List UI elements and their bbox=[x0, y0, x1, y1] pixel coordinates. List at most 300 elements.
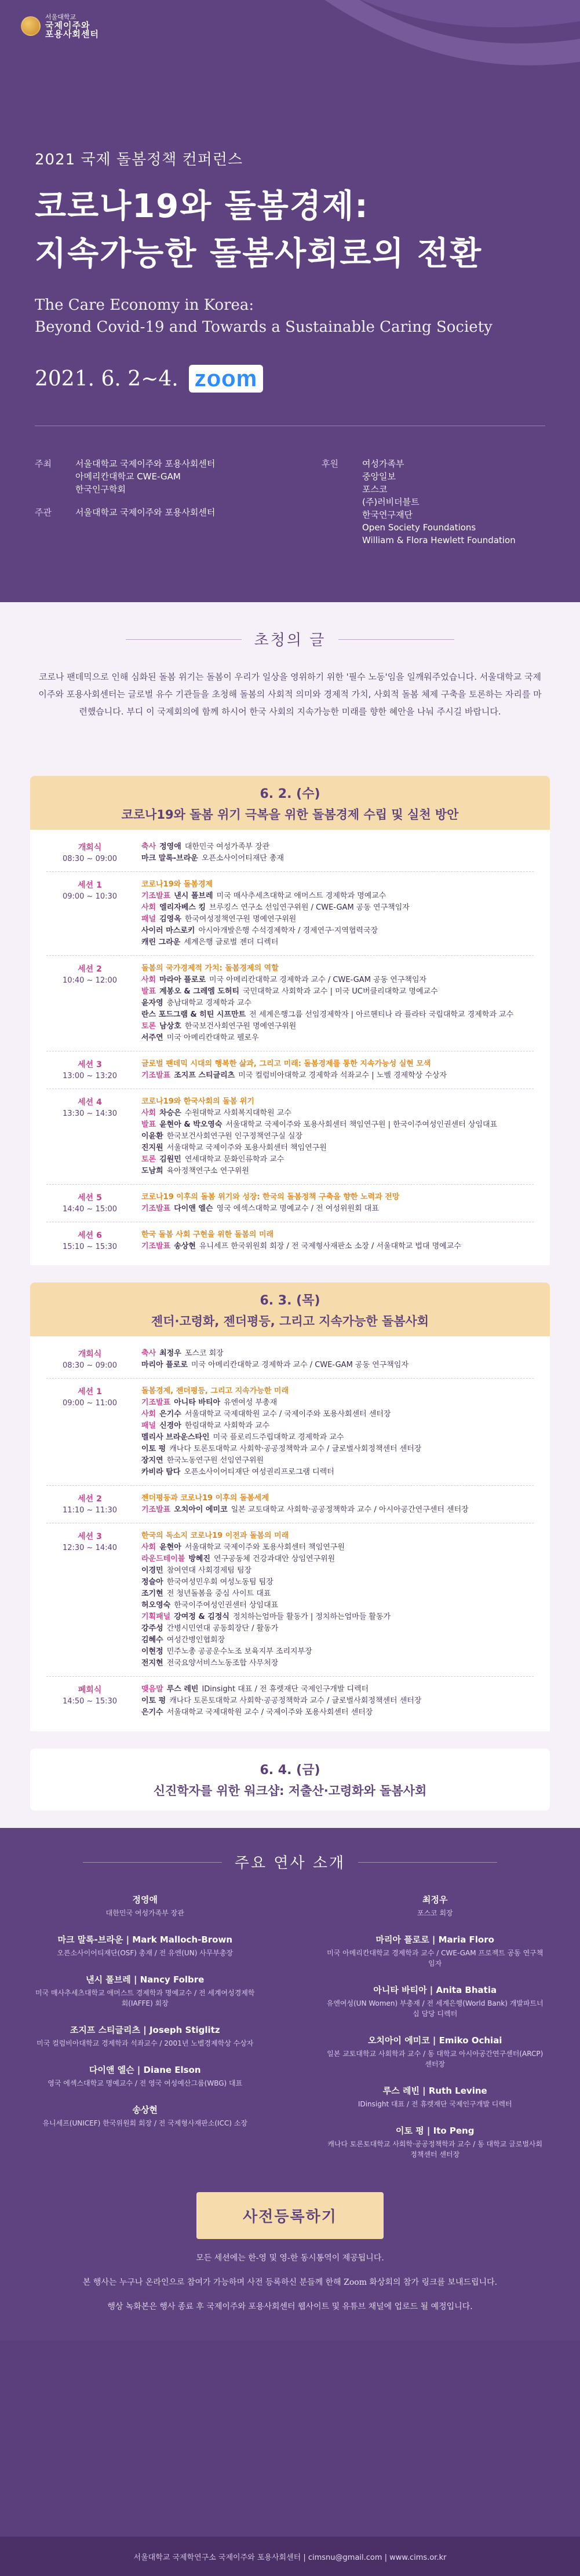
speaker-name: 마크 말록-브라운 bbox=[141, 854, 198, 863]
speaker-affiliation: 한림대학교 사회학과 교수 bbox=[184, 1421, 270, 1430]
session-name: 세션 3 bbox=[78, 1060, 102, 1069]
session-line bbox=[141, 891, 534, 902]
session-time-block bbox=[46, 841, 133, 864]
speaker-name: 계봉오 & 그레엠 도허티 bbox=[159, 987, 240, 996]
footer: 서울대학교 국제학연구소 국제이주와 포용사회센터 | cimsnu@gmail.com | www.cims.or.kr bbox=[0, 2537, 580, 2576]
session-subtitle: 한국 돌봄 사회 구현을 위한 돌봄의 미래 bbox=[141, 1230, 274, 1239]
session-row bbox=[46, 834, 534, 872]
speaker-role: 발표 bbox=[141, 987, 156, 996]
session-line bbox=[141, 1707, 534, 1718]
speaker-card-role: 유엔여성(UN Women) 부총재 / 전 세계은행(World Bank) 개발파트너십 담당 디렉터 bbox=[326, 1999, 543, 2018]
session-line bbox=[141, 1455, 534, 1467]
speaker-name: 송상현 bbox=[174, 1242, 196, 1251]
speaker-name: 허오영숙 bbox=[141, 1601, 171, 1610]
speaker-name: 엘리자베스 킹 bbox=[159, 903, 206, 912]
session-time-block bbox=[46, 1348, 133, 1371]
speaker-role: 맺음말 bbox=[141, 1685, 163, 1694]
session-line bbox=[141, 1119, 534, 1131]
speaker-affiliation: 전 청년돌봄을 중심 사이트 대표 bbox=[166, 1589, 271, 1598]
speaker-name: 강여정 & 김정식 bbox=[174, 1613, 229, 1621]
speaker-card-name: 이토 펑 | Ito Peng bbox=[396, 2126, 475, 2136]
speaker-card bbox=[35, 1893, 256, 1918]
hero-banner bbox=[0, 0, 580, 602]
session-line bbox=[141, 986, 534, 998]
sponsor-item: 중앙일보 bbox=[362, 471, 396, 482]
session-content bbox=[133, 1684, 534, 1718]
speaker-affiliation: 정치하는엄마들 활동가 | 정치하는엄마들 활동가 bbox=[232, 1613, 391, 1621]
session-time-block bbox=[46, 1493, 133, 1516]
speaker-affiliation: 수원대학교 사회복지대학원 교수 bbox=[184, 1109, 291, 1117]
speaker-affiliation: 미국 플로리드주립대학교 경제학과 교수 bbox=[213, 1433, 344, 1442]
host-item: 아메리칸대학교 CWE-GAM bbox=[75, 471, 181, 482]
register-button[interactable]: 사전등록하기 bbox=[196, 2192, 384, 2239]
speaker-card bbox=[35, 1973, 256, 2009]
session-line bbox=[141, 1695, 534, 1707]
speaker-affiliation: 세계은행 글로벌 젠더 디렉터 bbox=[184, 938, 279, 947]
speaker-role: 기조발표 bbox=[141, 892, 171, 900]
speaker-card-name: 정영애 bbox=[132, 1895, 158, 1905]
session-line bbox=[141, 1553, 534, 1565]
session-line bbox=[141, 1443, 534, 1455]
speaker-name: 이현정 bbox=[141, 1647, 163, 1656]
speaker-name: 캐린 그라운 bbox=[141, 938, 181, 947]
session-line bbox=[141, 1635, 534, 1646]
speaker-affiliation: 전국요양서비스노동조합 사무처장 bbox=[166, 1659, 279, 1668]
session-line bbox=[141, 1108, 534, 1119]
speaker-name: 이윤환 bbox=[141, 1132, 163, 1141]
day1-schedule bbox=[30, 830, 550, 1265]
speaker-role: 토론 bbox=[141, 1022, 156, 1031]
day1-date: 6. 2. (수) bbox=[260, 787, 320, 801]
speaker-name: 도남희 bbox=[141, 1167, 163, 1175]
speaker-card-name: 낸시 폴브레 | Nancy Folbre bbox=[86, 1974, 205, 1985]
session-line bbox=[141, 1154, 534, 1166]
speaker-card-name: 루스 레빈 | Ruth Levine bbox=[382, 2086, 487, 2096]
session-subtitle: 글로벌 팬데믹 시대의 행복한 삶과, 그리고 미래: 돌봄경제를 통한 지속가능성 실현 모색 bbox=[141, 1060, 431, 1068]
session-time: 09:00 ~ 11:00 bbox=[62, 1399, 118, 1408]
session-name: 세션 6 bbox=[78, 1231, 102, 1240]
session-time: 09:00 ~ 10:30 bbox=[62, 892, 118, 901]
speaker-card-role: 오픈소사이어티재단(OSF) 총재 / 전 유엔(UN) 사무부총장 bbox=[57, 1949, 234, 1957]
session-subtitle: 한국의 독소지 코로나19 이전과 돌봄의 미래 bbox=[141, 1531, 289, 1540]
session-line bbox=[141, 1565, 534, 1577]
session-time-block bbox=[46, 1530, 133, 1669]
session-line bbox=[141, 1409, 534, 1420]
session-name: 세션 2 bbox=[78, 1494, 102, 1504]
session-line bbox=[141, 1542, 534, 1553]
session-line bbox=[141, 1009, 534, 1021]
speaker-role: 패널 bbox=[141, 1421, 156, 1430]
speaker-card bbox=[35, 2064, 256, 2088]
speaker-role: 사회 bbox=[141, 976, 156, 984]
speaker-name: 멜리사 브라운스타인 bbox=[141, 1433, 210, 1442]
event-notes bbox=[35, 2251, 545, 2314]
speaker-name: 이토 펑 bbox=[141, 1445, 166, 1453]
session-subtitle: 코로나19와 한국사회의 돌봄 위기 bbox=[141, 1097, 254, 1106]
speaker-affiliation: 캐나다 토론토대학교 사회학·공공정책학과 교수 / 글로벌사회정책센터 센터장 bbox=[169, 1445, 422, 1453]
session-row bbox=[46, 1523, 534, 1677]
sponsors bbox=[322, 457, 516, 547]
speaker-card bbox=[325, 2084, 546, 2109]
speaker-name: 남상호 bbox=[159, 1022, 181, 1031]
organizers-left bbox=[35, 457, 215, 529]
speaker-name: 아니타 바티아 bbox=[174, 1398, 221, 1407]
conference-label: 2021 국제 돌봄정책 컨퍼런스 bbox=[35, 151, 243, 168]
speaker-role: 발표 bbox=[141, 1120, 156, 1129]
session-line bbox=[141, 937, 534, 948]
speaker-role: 기조발표 bbox=[141, 1204, 171, 1213]
speaker-name: 사이러 마스로키 bbox=[141, 926, 195, 935]
speaker-affiliation: 한국보건사회연구원 명예연구위원 bbox=[184, 1022, 297, 1031]
speaker-name: 전지현 bbox=[141, 1659, 163, 1668]
speaker-card-name: 최정우 bbox=[422, 1895, 448, 1905]
host-label: 주최 bbox=[35, 459, 52, 469]
speaker-role: 토론 bbox=[141, 1155, 156, 1164]
session-name: 세션 4 bbox=[78, 1098, 102, 1107]
speaker-card bbox=[325, 1984, 546, 2019]
speaker-name: 차승은 bbox=[159, 1109, 181, 1117]
speaker-role: 기조발표 bbox=[141, 1071, 171, 1080]
session-time-block bbox=[46, 879, 133, 948]
session-line bbox=[141, 1203, 534, 1215]
note-online: 본 행사는 누구나 온라인으로 참여가 가능하며 사전 등록하신 분들께 한해 Zoom 화상회의 참가 링크를 보내드립니다. bbox=[82, 2278, 498, 2287]
speaker-role: 사회 bbox=[141, 1109, 156, 1117]
speaker-affiliation: 미국 컬럼비아대학교 경제학과 석좌교수 | 노벨 경제학상 수상자 bbox=[238, 1071, 447, 1080]
day2-schedule bbox=[30, 1336, 550, 1731]
english-title-line2: Beyond Covid-19 and Towards a Sustainable Caring Society bbox=[35, 318, 493, 336]
session-line bbox=[141, 1131, 534, 1142]
day2-theme: 젠더·고령화, 젠더평등, 그리고 지속가능한 돌봄사회 bbox=[151, 1314, 429, 1328]
speakers-grid bbox=[35, 1893, 545, 2175]
session-row bbox=[46, 1051, 534, 1089]
main-title-line2: 지속가능한 돌봄사회로의 전환 bbox=[35, 235, 483, 273]
session-line bbox=[141, 902, 534, 914]
speaker-name: 은기수 bbox=[141, 1708, 163, 1717]
speaker-affiliation: 한국여성민우회 여성노동팀 팀장 bbox=[166, 1578, 273, 1586]
speaker-card-role: 영국 에섹스대학교 명예교수 / 전 영국 여성예산그룹(WBG) 대표 bbox=[48, 2079, 243, 2087]
sponsor-item: 포스코 bbox=[362, 484, 388, 494]
session-line bbox=[141, 925, 534, 937]
speaker-name: 서주연 bbox=[141, 1034, 163, 1042]
session-time-block bbox=[46, 1096, 133, 1177]
note-interpretation: 모든 세션에는 한-영 및 영-한 동시통역이 제공됩니다. bbox=[196, 2253, 384, 2263]
session-row bbox=[46, 1379, 534, 1486]
speaker-affiliation: 일본 교토대학교 사회학·공공정책학과 교수 / 아시아공간연구센터 센터장 bbox=[231, 1505, 469, 1514]
session-content bbox=[133, 1058, 534, 1082]
speaker-role: 기조발표 bbox=[141, 1242, 171, 1251]
speaker-name: 란스 포드그램 & 히틴 시프만트 bbox=[141, 1010, 246, 1019]
session-row bbox=[46, 1677, 534, 1725]
speaker-affiliation: 한국여성정책연구원 명예연구위원 bbox=[184, 915, 297, 924]
speaker-card-name: 오치아이 에미코 | Emiko Ochiai bbox=[368, 2035, 502, 2046]
speaker-name: 윤현아 & 박오영숙 bbox=[159, 1120, 222, 1129]
day1-theme: 코로나19와 돌봄 위기 극복을 위한 돌봄경제 수립 및 실천 방안 bbox=[121, 808, 459, 822]
session-time-block bbox=[46, 963, 133, 1044]
speaker-affiliation: 한국노동연구원 선임연구위원 bbox=[166, 1456, 264, 1465]
speaker-affiliation: 영국 에섹스대학교 명예교수 / 전 여성위원회 대표 bbox=[216, 1204, 379, 1213]
program-section bbox=[0, 776, 580, 1828]
speaker-card bbox=[325, 1933, 546, 1969]
session-line bbox=[141, 841, 534, 853]
speaker-affiliation: 국민대학교 사회학과 교수 | 미국 UC버클리대학교 명예교수 bbox=[243, 987, 438, 996]
session-time: 11:10 ~ 11:30 bbox=[62, 1506, 118, 1515]
speakers-section bbox=[0, 1828, 580, 2341]
speaker-role: 축사 bbox=[141, 1349, 156, 1358]
speaker-role: 기조발표 bbox=[141, 1398, 171, 1407]
speakers-title: 주요 연사 소개 bbox=[222, 1851, 358, 1873]
session-line bbox=[141, 1166, 534, 1177]
session-line bbox=[141, 1420, 534, 1432]
session-time: 13:00 ~ 13:20 bbox=[62, 1072, 118, 1080]
speaker-card-name: 아니타 바티아 | Anita Bhatia bbox=[373, 1985, 497, 1995]
session-line bbox=[141, 1241, 534, 1252]
speaker-affiliation: 미국 아메리칸대학교 경제학과 교수 / CWE-GAM 공동 연구책임자 bbox=[209, 976, 427, 984]
speaker-affiliation: 캐나다 토론토대학교 사회학·공공정책학과 교수 / 글로벌사회정책센터 센터장 bbox=[169, 1696, 422, 1705]
speaker-card-role: 대한민국 여성가족부 장관 bbox=[105, 1909, 184, 1917]
speaker-card-role: 일본 교토대학교 사회학과 교수 / 동 대학교 아시아공간연구센터(ARCP) 센터장 bbox=[327, 2050, 543, 2068]
speaker-card bbox=[35, 2104, 256, 2128]
speaker-card-role: 미국 컬럼비아대학교 경제학과 석좌교수 / 2001년 노벨경제학상 수상자 bbox=[37, 2039, 254, 2047]
session-time: 10:40 ~ 12:00 bbox=[62, 976, 118, 985]
session-time: 08:30 ~ 09:00 bbox=[62, 1361, 118, 1370]
session-line bbox=[141, 1021, 534, 1032]
speaker-affiliation: 포스코 회장 bbox=[184, 1349, 224, 1358]
session-line bbox=[141, 1070, 534, 1082]
session-content bbox=[133, 1348, 534, 1371]
speaker-card bbox=[35, 1933, 256, 1958]
sponsor-item: 여성가족부 bbox=[362, 459, 404, 469]
speaker-affiliation: 한국이주여성인권센터 상임대표 bbox=[174, 1601, 279, 1610]
speaker-name: 김원민 bbox=[159, 1155, 181, 1164]
speaker-affiliation: 서울대학교 국제대학원 교수 / 국제이주와 포용사회센터 센터장 bbox=[184, 1410, 391, 1419]
session-content bbox=[133, 1192, 534, 1215]
session-time-block bbox=[46, 1386, 133, 1478]
speaker-card-role: 미국 아메리칸대학교 경제학과 교수 / CWE-GAM 프로젝트 공동 연구책임자 bbox=[327, 1949, 543, 1967]
sponsor-item: 한국연구재단 bbox=[362, 510, 413, 520]
session-line bbox=[141, 1467, 534, 1478]
speaker-affiliation: 유니세프 한국위원회 회장 / 전 국제형사재판소 소장 / 서울대학교 법대 명예교수 bbox=[199, 1242, 461, 1251]
speaker-card-role: 캐나다 토론토대학교 사회학·공공정책학과 교수 / 동 대학교 글로벌사회정책센터 센터장 bbox=[327, 2140, 543, 2159]
speaker-name: 김혜수 bbox=[141, 1636, 163, 1644]
session-time-block bbox=[46, 1058, 133, 1082]
note-recording: 행상 녹화본은 행사 종료 후 국제이주와 포용사회센터 웹사이트 및 유튜브 채널에 업로드 될 예정입니다. bbox=[107, 2302, 473, 2311]
speaker-name: 정슬아 bbox=[141, 1578, 163, 1586]
session-time-block bbox=[46, 1229, 133, 1252]
session-line bbox=[141, 1684, 534, 1695]
speaker-affiliation: 여성간병인협회장 bbox=[166, 1636, 225, 1644]
session-time: 15:10 ~ 15:30 bbox=[62, 1243, 118, 1251]
speaker-name: 방혜진 bbox=[188, 1555, 211, 1563]
speaker-card bbox=[325, 1893, 546, 1918]
speaker-role: 기조발표 bbox=[141, 1505, 171, 1514]
speaker-affiliation: 연세대학교 문화인류학과 교수 bbox=[184, 1155, 284, 1164]
logo-line1: 서울대학교 bbox=[45, 13, 76, 21]
speaker-role: 사회 bbox=[141, 903, 156, 912]
session-line bbox=[141, 1360, 534, 1371]
speaker-name: 강주성 bbox=[141, 1624, 163, 1633]
speaker-affiliation: 충남대학교 경제학과 교수 bbox=[166, 999, 252, 1007]
speaker-role: 기획패널 bbox=[141, 1613, 171, 1621]
speaker-name: 윤자영 bbox=[141, 999, 163, 1007]
speaker-affiliation: 브루킹스 연구소 선임연구위원 / CWE-GAM 공동 연구책임자 bbox=[209, 903, 410, 912]
session-line bbox=[141, 998, 534, 1009]
day3-banner bbox=[30, 1749, 550, 1811]
speaker-name: 진지원 bbox=[141, 1144, 163, 1152]
session-line bbox=[141, 914, 534, 925]
day2-date: 6. 3. (목) bbox=[260, 1294, 320, 1308]
session-content bbox=[133, 879, 534, 948]
speaker-name: 장지연 bbox=[141, 1456, 163, 1465]
session-line bbox=[141, 1577, 534, 1588]
invitation-section bbox=[0, 602, 580, 776]
speaker-name: 카비라 탐다 bbox=[141, 1468, 181, 1476]
session-time: 13:30 ~ 14:30 bbox=[62, 1109, 118, 1118]
session-name: 개회식 bbox=[78, 843, 102, 852]
invitation-title: 초청의 글 bbox=[242, 628, 339, 650]
session-line bbox=[141, 853, 534, 864]
speaker-name: 은기수 bbox=[159, 1410, 181, 1419]
speaker-affiliation: 유엔여성 부총재 bbox=[224, 1398, 278, 1407]
session-subtitle: 코로나19와 돌봄경제 bbox=[141, 880, 213, 889]
speaker-name: 다이앤 엘슨 bbox=[174, 1204, 213, 1213]
speaker-affiliation: 서울대학교 국제대학원 교수 / 국제이주와 포용사회센터 센터장 bbox=[166, 1708, 373, 1717]
day1-header bbox=[30, 776, 550, 830]
speaker-affiliation: IDinsight 대표 / 전 휴렛재단 국제인구개발 디렉터 bbox=[202, 1685, 369, 1694]
session-line bbox=[141, 1623, 534, 1635]
session-line bbox=[141, 1646, 534, 1658]
day3-theme: 신진학자를 위한 워크샵: 저출산·고령화와 돌봄사회 bbox=[153, 1784, 427, 1798]
speaker-affiliation: 오픈소사이어티재단 여성권리프로그램 디렉터 bbox=[184, 1468, 334, 1476]
logo-line3: 포용사회센터 bbox=[45, 29, 99, 39]
session-time: 14:40 ~ 15:00 bbox=[62, 1205, 118, 1214]
session-content bbox=[133, 1229, 534, 1252]
speaker-affiliation: 서울대학교 국제이주와 포용사회센터 책임연구원 bbox=[184, 1543, 345, 1552]
session-subtitle: 돌봄경제, 젠더평등, 그리고 지속가능한 미래 bbox=[141, 1387, 289, 1395]
sponsor-label: 후원 bbox=[322, 459, 338, 469]
speaker-name: 마리아 플로로 bbox=[141, 1361, 188, 1369]
session-name: 폐회식 bbox=[78, 1685, 102, 1695]
session-subtitle: 돌봄의 국가경제적 가치: 돌봄경제의 역할 bbox=[141, 964, 279, 973]
session-row bbox=[46, 1222, 534, 1259]
speaker-name: 낸시 폴브레 bbox=[174, 892, 213, 900]
speaker-card bbox=[325, 2124, 546, 2160]
session-line bbox=[141, 1588, 534, 1600]
speaker-card-name: 송상현 bbox=[132, 2105, 158, 2115]
logo-emblem-icon bbox=[21, 16, 41, 36]
speaker-card-role: 포스코 회장 bbox=[417, 1909, 453, 1917]
session-content bbox=[133, 1530, 534, 1669]
session-line bbox=[141, 1397, 534, 1409]
sponsor-item: William & Flora Hewlett Foundation bbox=[362, 535, 516, 545]
session-line bbox=[141, 1611, 534, 1623]
session-line bbox=[141, 1658, 534, 1669]
session-row bbox=[46, 1185, 534, 1222]
speaker-role: 라운드테이블 bbox=[141, 1555, 185, 1563]
speaker-affiliation: 전 세계은행그룹 선임경제학자 | 아르헨티나 라 플라타 국립대학교 경제학과 교수 bbox=[249, 1010, 514, 1019]
session-time: 08:30 ~ 09:00 bbox=[62, 855, 118, 863]
session-time: 12:30 ~ 14:40 bbox=[62, 1544, 118, 1552]
speaker-name: 마라아 플로로 bbox=[159, 976, 206, 984]
host-item: 서울대학교 국제이주와 포용사회센터 bbox=[75, 459, 216, 469]
date-text: 2021. 6. 2~4. bbox=[35, 367, 178, 391]
speaker-name: 루스 레빈 bbox=[166, 1685, 199, 1694]
event-date bbox=[35, 365, 263, 393]
speaker-card-role: 유니세프(UNICEF) 한국위원회 회장 / 전 국제형사재판소(ICC) 소장 bbox=[42, 2119, 248, 2127]
speaker-card-name: 다이앤 엘슨 | Diane Elson bbox=[89, 2065, 201, 2075]
speaker-name: 김영옥 bbox=[159, 915, 181, 924]
speaker-affiliation: 대한민국 여성가족부 장관 bbox=[184, 842, 270, 851]
speaker-name: 윤현아 bbox=[159, 1543, 181, 1552]
speaker-affiliation: 서울대학교 국제이주와 포용사회센터 책임연구원 bbox=[166, 1144, 327, 1152]
session-name: 세션 2 bbox=[78, 965, 102, 974]
speaker-affiliation: 오픈소사이어티재단 총재 bbox=[201, 854, 284, 863]
host-item: 한국인구학회 bbox=[75, 484, 126, 494]
session-time-block bbox=[46, 1684, 133, 1718]
session-line bbox=[141, 1432, 534, 1443]
session-row bbox=[46, 1089, 534, 1185]
speaker-affiliation: 간병시민연대 공동회장단 / 활동가 bbox=[166, 1624, 279, 1633]
speaker-name: 오치아이 에미코 bbox=[174, 1505, 228, 1514]
zoom-logo: zoom bbox=[189, 365, 263, 393]
speaker-affiliation: 민주노총 공공운수노조 보육지부 조리지부장 bbox=[166, 1647, 312, 1656]
session-time-block bbox=[46, 1192, 133, 1215]
session-row bbox=[46, 1486, 534, 1523]
speaker-name: 신경아 bbox=[159, 1421, 181, 1430]
session-subtitle: 코로나19 이후의 돌봄 위기와 성장: 한국의 돌봄정책 구축을 향한 노력과 전망 bbox=[141, 1193, 400, 1201]
speaker-affiliation: 미국 아메리칸대학교 펠로우 bbox=[166, 1034, 259, 1042]
session-name: 세션 5 bbox=[78, 1193, 102, 1203]
sponsor-item: Open Society Foundations bbox=[362, 522, 476, 533]
speaker-affiliation: 미국 아메리칸대학교 경제학과 교수 / CWE-GAM 공동 연구책임자 bbox=[191, 1361, 408, 1369]
main-title-line1: 코로나19와 돌봄경제: bbox=[35, 188, 369, 225]
sponsor-item: (주)러비더블트 bbox=[362, 497, 420, 507]
session-line bbox=[141, 1348, 534, 1360]
speaker-card bbox=[35, 2024, 256, 2049]
invitation-body: 코로나 팬데믹으로 인해 심화된 돌봄 위기는 돌봄이 우리가 일상을 영위하기 위한 '필수 노동'임을 일깨워주었습니다. 서울대학교 국제이주와 포용사회센터는 글로벌 유수 기관들을 초청해 돌봄의 사회적 의미와 경제적 가치, 사회적 돌봄 체제 구축을 토론하는 자리를 마련했습니다. 부디 이 국제회의에 함께 하시어 한국 사회의 지속가능한 미래를 향한 혜안을 나눠 주시길 바랍니다. bbox=[38, 672, 542, 717]
speaker-card-role: 미국 매사추세츠대학교 애머스트 경제학과 명예교수 / 전 세계여성경제학회(IAFFE) 회장 bbox=[35, 1989, 255, 2007]
day2-header bbox=[30, 1282, 550, 1336]
speaker-role: 사회 bbox=[141, 1543, 156, 1552]
session-name: 개회식 bbox=[78, 1350, 102, 1359]
speaker-role: 축사 bbox=[141, 842, 156, 851]
center-logo[interactable] bbox=[21, 13, 99, 39]
speaker-affiliation: 한국보건사회연구원 인구정책연구실 실장 bbox=[166, 1132, 302, 1141]
session-row bbox=[46, 872, 534, 956]
session-line bbox=[141, 974, 534, 986]
speaker-card-name: 마크 말록-브라운 | Mark Malloch-Brown bbox=[57, 1934, 233, 1945]
speaker-name: 이토 펑 bbox=[141, 1696, 166, 1705]
session-content bbox=[133, 1096, 534, 1177]
speaker-card-name: 마리아 플로로 | Maria Floro bbox=[375, 1934, 494, 1945]
logo-line2: 국제이주와 bbox=[45, 20, 90, 31]
speaker-role: 패널 bbox=[141, 915, 156, 924]
session-time: 14:50 ~ 15:30 bbox=[62, 1697, 118, 1706]
session-content bbox=[133, 963, 534, 1044]
speaker-name: 최정우 bbox=[159, 1349, 181, 1358]
session-row bbox=[46, 956, 534, 1051]
speaker-role: 사회 bbox=[141, 1410, 156, 1419]
speaker-affiliation: 육아정책연구소 연구위원 bbox=[166, 1167, 249, 1175]
session-name: 세션 3 bbox=[78, 1532, 102, 1541]
speaker-name: 이경민 bbox=[141, 1566, 163, 1575]
session-name: 세션 1 bbox=[78, 881, 102, 890]
session-content bbox=[133, 841, 534, 864]
speaker-affiliation: 연구공동체 건강과대안 상임연구위원 bbox=[214, 1555, 335, 1563]
session-content bbox=[133, 1386, 534, 1478]
speaker-card-name: 조지프 스티글리츠 | Joseph Stiglitz bbox=[70, 2025, 220, 2035]
speaker-card bbox=[325, 2034, 546, 2069]
session-row bbox=[46, 1341, 534, 1379]
